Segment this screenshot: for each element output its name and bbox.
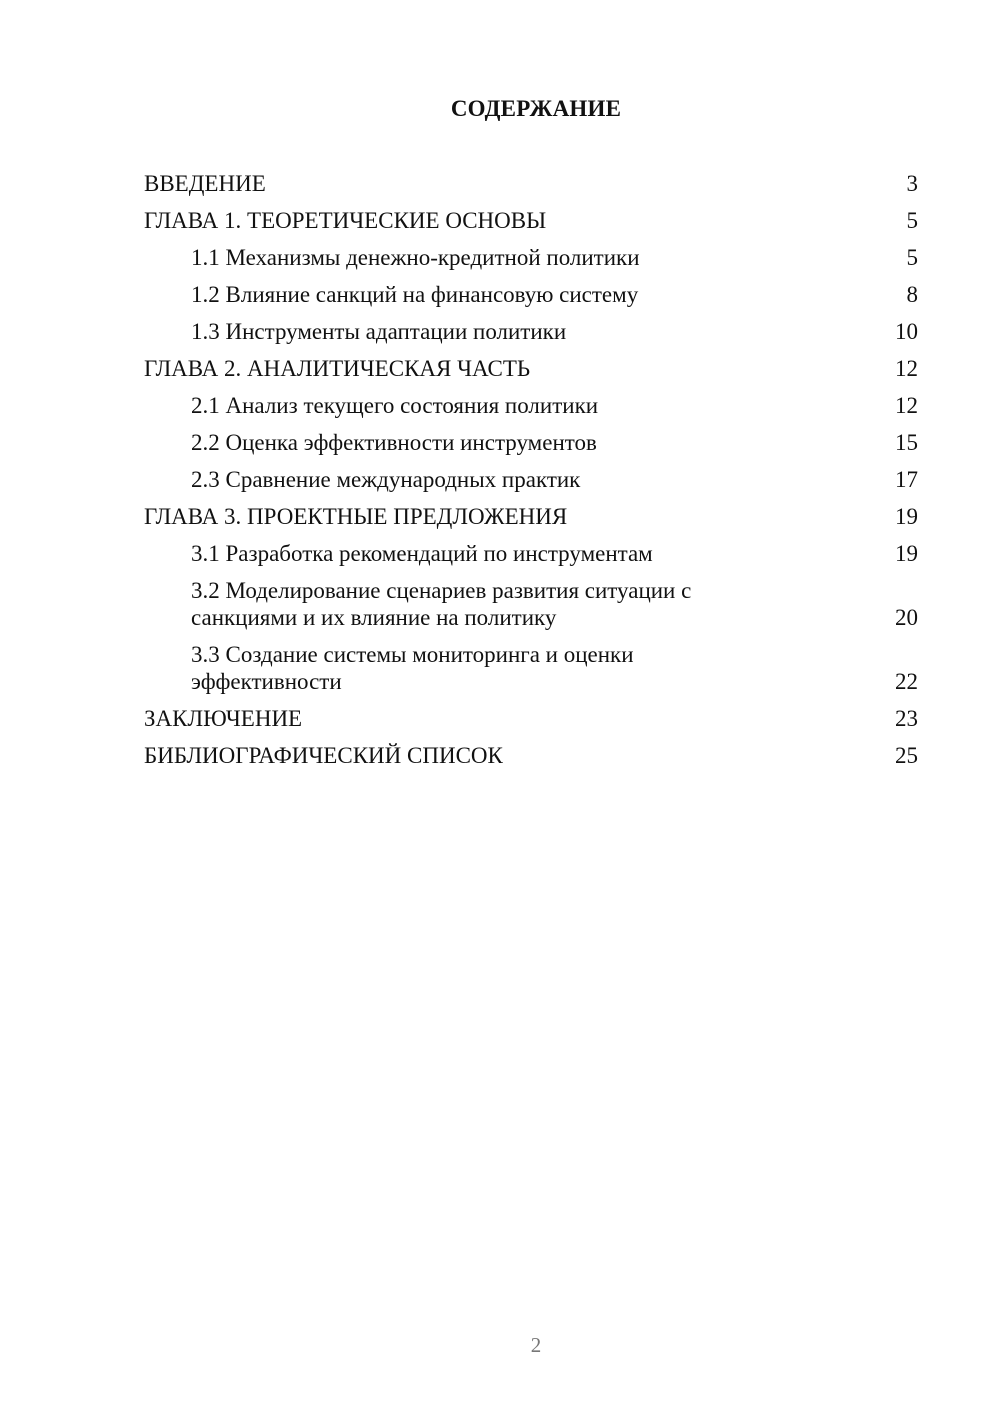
toc-entry-page: 3 xyxy=(906,171,918,196)
toc-entry-label: ГЛАВА 2. АНАЛИТИЧЕСКАЯ ЧАСТЬ xyxy=(144,356,531,381)
toc-entry-label: 3.3 Создание системы мониторинга и оценки эффективности xyxy=(191,642,634,694)
toc-entry-bibliography[interactable] xyxy=(144,742,918,769)
toc-entry-page: 12 xyxy=(895,393,918,418)
toc-entry-label: 3.1 Разработка рекомендаций по инструментам xyxy=(191,541,653,566)
toc-entry-section-3-1[interactable] xyxy=(144,540,918,567)
toc-entry-section-1-1[interactable] xyxy=(144,244,918,271)
toc-entry-label: 1.1 Механизмы денежно-кредитной политики xyxy=(191,245,640,270)
toc-entry-label: 1.3 Инструменты адаптации политики xyxy=(191,319,567,344)
toc-entry-introduction[interactable] xyxy=(144,170,918,197)
toc-entry-section-1-2[interactable] xyxy=(144,281,918,308)
toc-entry-section-2-3[interactable] xyxy=(144,466,918,493)
toc-entry-label: ВВЕДЕНИЕ xyxy=(144,171,266,196)
toc-entry-page: 17 xyxy=(895,467,918,492)
toc-entry-page: 22 xyxy=(895,669,918,694)
toc-entry-label: ГЛАВА 3. ПРОЕКТНЫЕ ПРЕДЛОЖЕНИЯ xyxy=(144,504,568,529)
table-of-contents xyxy=(144,170,918,779)
toc-entry-section-3-2[interactable] xyxy=(144,577,918,631)
toc-entry-section-3-3[interactable] xyxy=(144,641,918,695)
toc-entry-page: 25 xyxy=(895,743,918,768)
toc-entry-page: 23 xyxy=(895,706,918,731)
toc-entry-chapter-3[interactable] xyxy=(144,503,918,530)
toc-entry-chapter-1[interactable] xyxy=(144,207,918,234)
toc-entry-label: ЗАКЛЮЧЕНИЕ xyxy=(144,706,303,731)
toc-entry-label: 2.1 Анализ текущего состояния политики xyxy=(191,393,599,418)
toc-entry-section-2-2[interactable] xyxy=(144,429,918,456)
toc-entry-label: 2.3 Сравнение международных практик xyxy=(191,467,581,492)
toc-entry-label: БИБЛИОГРАФИЧЕСКИЙ СПИСОК xyxy=(144,743,503,768)
toc-entry-label: ГЛАВА 1. ТЕОРЕТИЧЕСКИЕ ОСНОВЫ xyxy=(144,208,547,233)
toc-entry-section-2-1[interactable] xyxy=(144,392,918,419)
toc-entry-page: 12 xyxy=(895,356,918,381)
page-title: СОДЕРЖАНИЕ xyxy=(450,96,622,121)
page-number: 2 xyxy=(530,1333,542,1357)
toc-entry-section-1-3[interactable] xyxy=(144,318,918,345)
toc-entry-page: 10 xyxy=(895,319,918,344)
toc-entry-label: 1.2 Влияние санкций на финансовую систему xyxy=(191,282,639,307)
toc-entry-page: 19 xyxy=(895,504,918,529)
toc-entry-page: 5 xyxy=(906,245,918,270)
toc-entry-page: 8 xyxy=(906,282,918,307)
toc-entry-page: 15 xyxy=(895,430,918,455)
toc-entry-conclusion[interactable] xyxy=(144,705,918,732)
toc-entry-page: 20 xyxy=(895,605,918,630)
toc-entry-page: 19 xyxy=(895,541,918,566)
toc-entry-label: 3.2 Моделирование сценариев развития ситуации с санкциями и их влияние на политику xyxy=(191,578,692,630)
toc-entry-label: 2.2 Оценка эффективности инструментов xyxy=(191,430,597,455)
toc-entry-page: 5 xyxy=(906,208,918,233)
toc-entry-chapter-2[interactable] xyxy=(144,355,918,382)
